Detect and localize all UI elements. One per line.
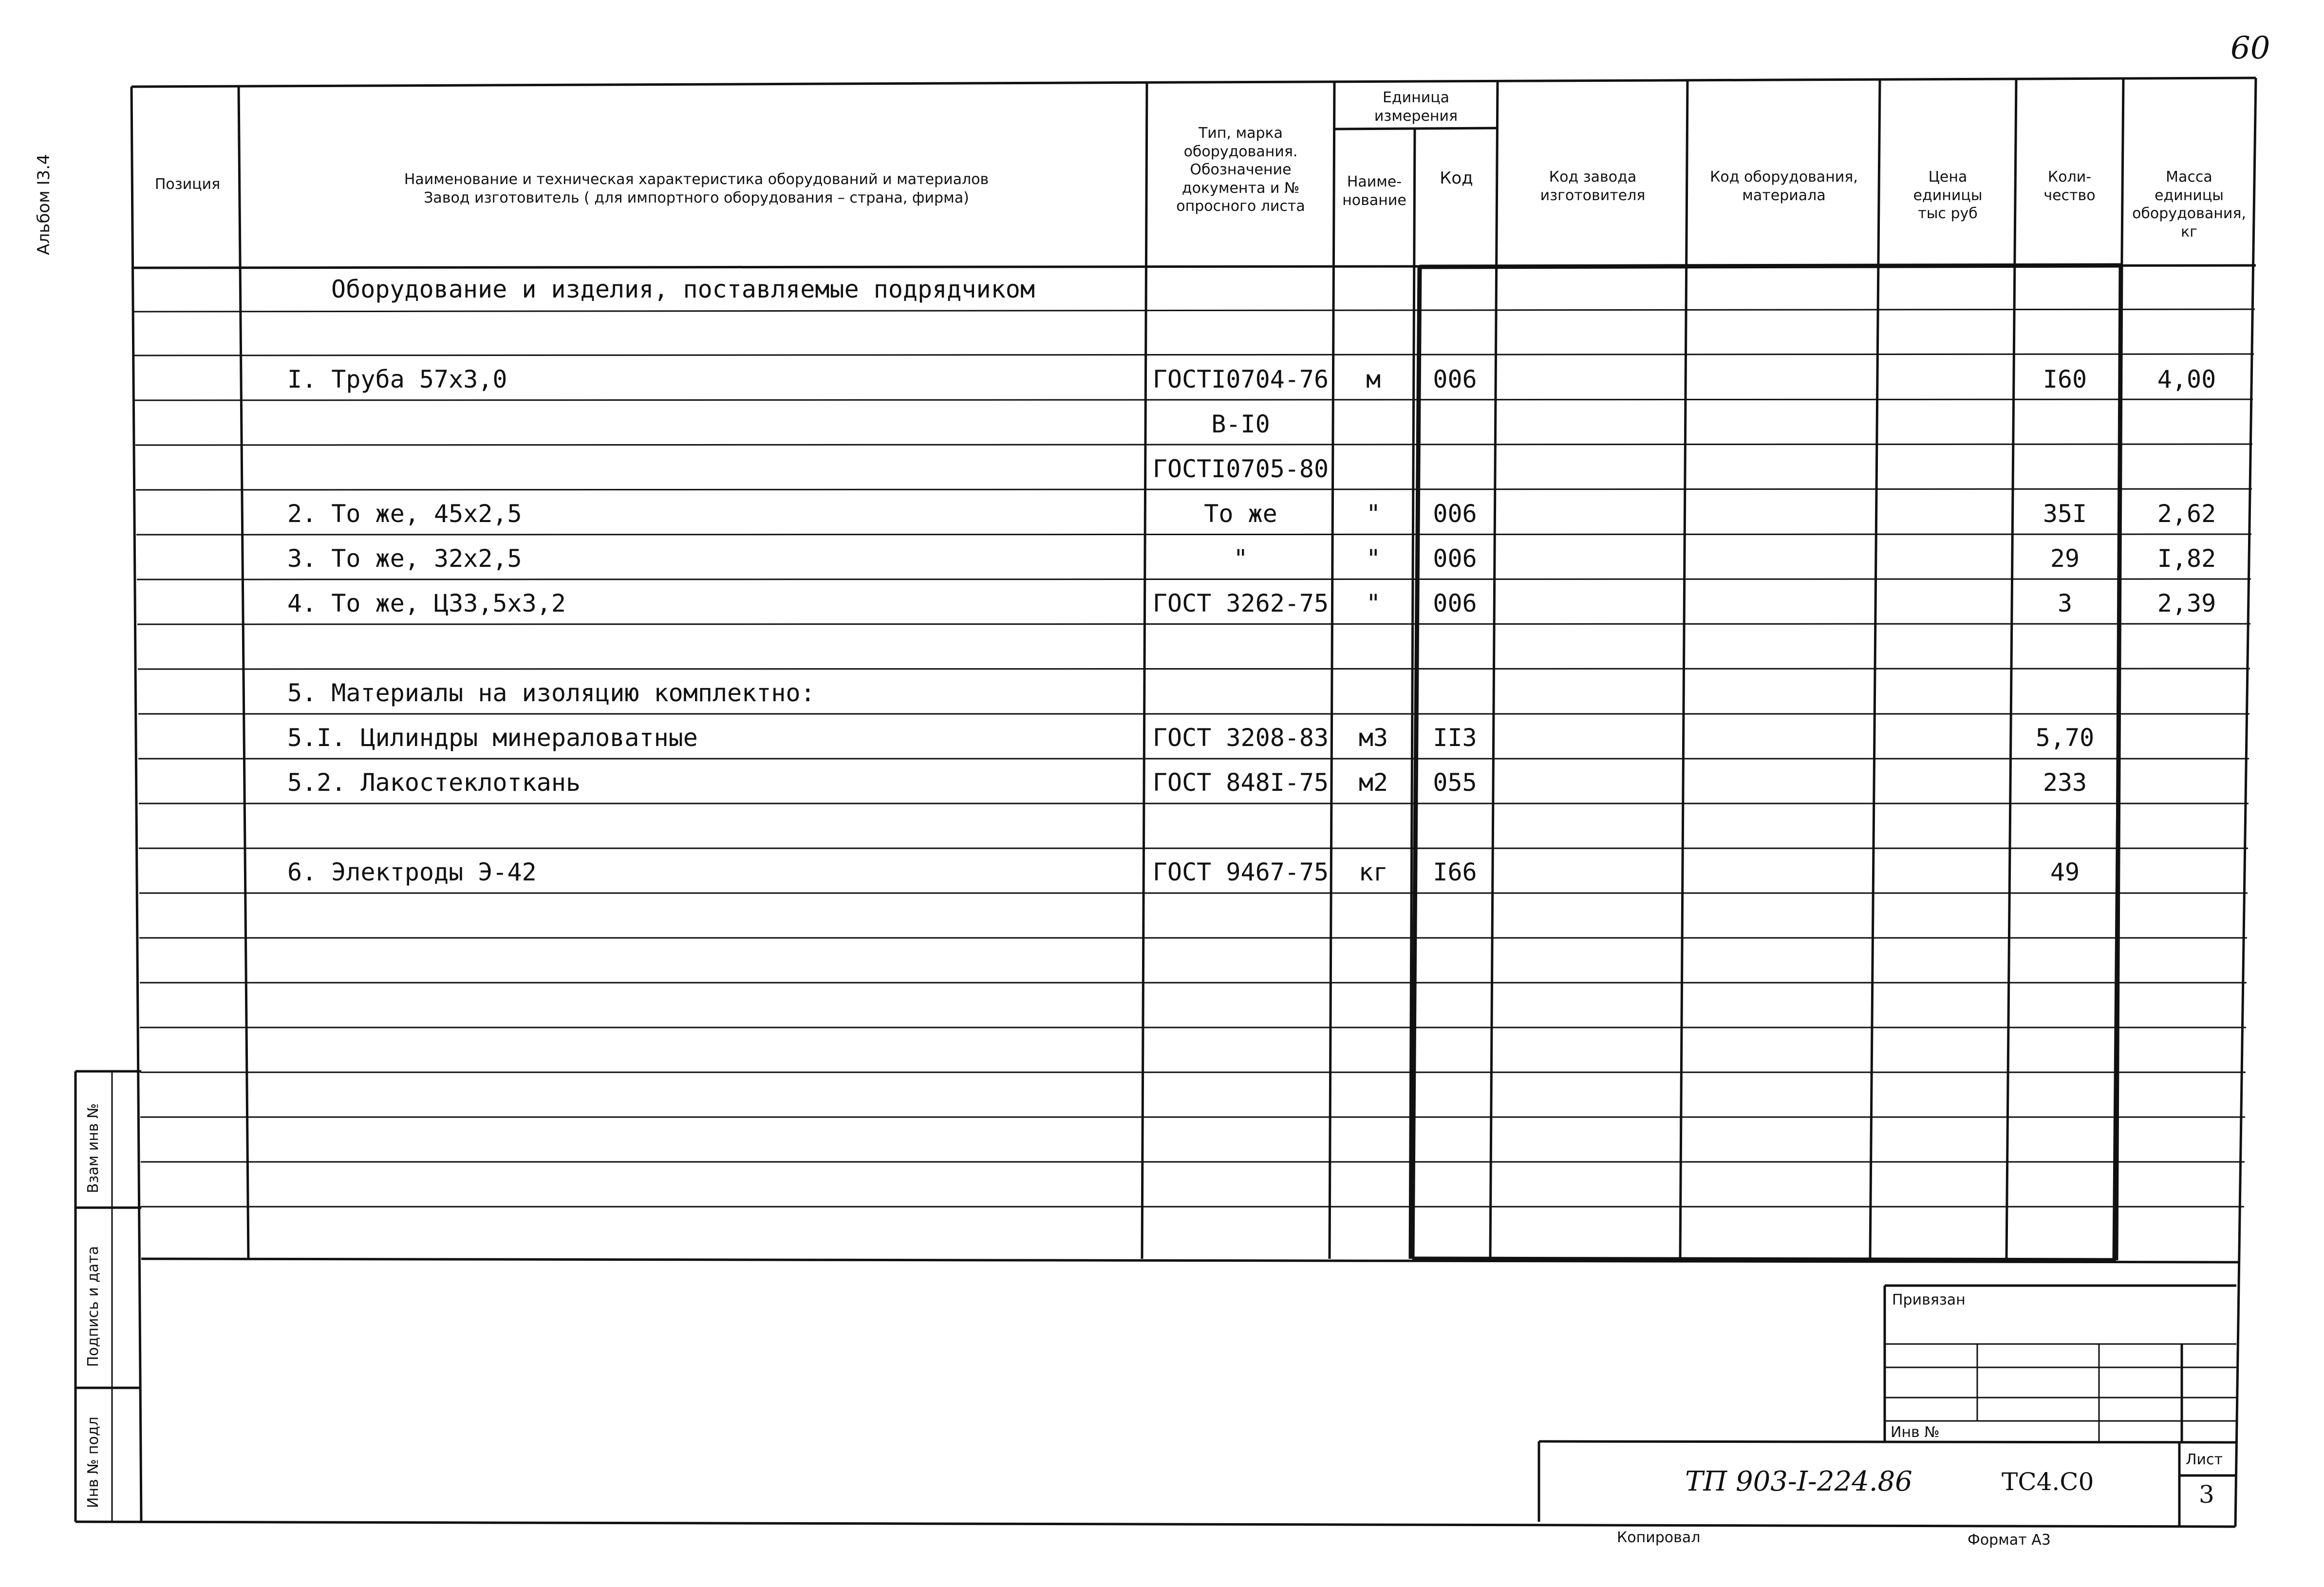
table-cell-code: 006 [1433,500,1477,528]
table-cell-type: В-I0 [1211,410,1270,438]
table-cell-mass: 4,00 [2157,365,2216,393]
header-type-line: Обозначение [1190,161,1292,178]
table-cell-type: ГОСТI0704-76 [1152,365,1329,393]
header-type-line: оборудования. [1183,143,1298,160]
table-cell-type: ГОСТI0705-80 [1152,455,1329,483]
table-cell-qty: 35I [2043,500,2087,528]
table-cell-type: То же [1204,500,1277,528]
table-cell-unit: м2 [1358,768,1388,797]
table-cell-code: 006 [1433,544,1477,573]
table-cell-name: 5.2. Лакостеклоткань [287,768,581,797]
table-cell-name: I. Труба 57х3,0 [287,365,507,393]
header-unit-code: Код [1440,168,1473,188]
table-cell-mass: I,82 [2157,544,2216,573]
album-label: Альбом I3.4 [34,154,54,255]
table-cell-code: 055 [1433,768,1477,797]
header-unit-group-line: Единица [1382,89,1450,106]
stamp-sheet-label: Лист [2186,1451,2223,1468]
header-unit-name [1335,173,1413,209]
header-type-line: опросного листа [1176,198,1305,215]
table-cell-unit: м [1366,365,1381,393]
table-cell-unit: кг [1358,858,1388,886]
side-stamp-inv-original: Инв № подл [85,1417,102,1508]
header-mass-line: Масса [2166,168,2212,186]
table-cell-qty: 49 [2050,858,2080,886]
header-name-line2: Завод изготовитель ( для импортного оборудования – страна, фирма) [424,189,969,206]
side-stamp-signature-date: Подпись и дата [85,1246,102,1367]
header-name-line1: Наименование и техническая характеристика оборудований и материалов [404,171,989,188]
table-cell-name: 5. Материалы на изоляцию комплектно: [287,679,815,707]
table-cell-code: I66 [1433,858,1477,886]
header-quantity-line: Коли- [2047,168,2092,186]
header-factory-code-line: Код завода [1549,168,1637,186]
table-cell-mass: 2,39 [2157,589,2216,617]
table-cell-qty: 3 [2057,589,2073,617]
stamp-attached-label: Привязан [1892,1291,1966,1308]
header-unit-group-line: измерения [1374,107,1458,125]
header-position: Позиция [154,176,221,193]
table-cell-name: 4. То же, Ц33,5х3,2 [287,589,566,617]
table-cell-code: 006 [1433,365,1477,393]
stamp-sheet-number: 3 [2199,1480,2214,1509]
table-cell-unit: " [1366,500,1381,528]
table-cell-name: 5.I. Цилиндры минераловатные [287,724,698,752]
header-mass-line: оборудования, [2132,205,2246,222]
header-mass [2123,168,2255,241]
table-cell-type: " [1233,544,1248,573]
header-price-line: тыс руб [1918,205,1978,222]
table-cell-qty: I60 [2043,365,2087,393]
header-equipment-code-line: Код оборудования, [1710,168,1858,186]
footer-format: Формат А3 [1968,1531,2051,1549]
header-quantity-line: чество [2043,187,2096,204]
header-name [253,170,1140,207]
stamp-doc-code: ТП 903-I-224.86 [1685,1466,1912,1497]
header-type-line: Тип, марка [1198,125,1283,142]
header-price [1881,168,2015,223]
table-cell-name: 2. То же, 45х2,5 [287,500,522,528]
header-unit-name-line: Наиме- [1347,173,1402,190]
table-cell-unit: " [1366,544,1381,573]
section-title: Оборудование и изделия, поставляемые подрядчиком [331,275,1035,303]
header-type [1149,124,1332,216]
table-cell-unit: м3 [1358,724,1388,752]
header-quantity [2017,168,2122,205]
header-unit-group [1337,89,1495,125]
table-cell-type: ГОСТ 3262-75 [1152,589,1329,617]
table-cell-qty: 29 [2050,544,2080,573]
side-stamp-replace-inv: Взам инв № [85,1103,102,1194]
table-cell-name: 3. То же, 32х2,5 [287,544,522,573]
table-cell-code: 006 [1433,589,1477,617]
table-cell-type: ГОСТ 3208-83 [1152,724,1329,752]
table-cell-code: II3 [1433,724,1477,752]
table-cell-qty: 5,70 [2035,724,2095,752]
header-mass-line: единицы [2155,187,2224,204]
page-number: 60 [2230,30,2270,66]
header-unit-name-line: нование [1342,191,1406,209]
header-price-line: единицы [1913,187,1983,204]
header-factory-code [1499,168,1687,205]
table-cell-unit: " [1366,589,1381,617]
table-cell-type: ГОСТ 9467-75 [1152,858,1329,886]
footer-copied: Копировал [1617,1529,1701,1546]
header-type-line: документа и № [1181,179,1300,197]
table-cell-mass: 2,62 [2157,500,2216,528]
header-equipment-code-line: материала [1742,187,1826,204]
table-cell-name: 6. Электроды Э-42 [287,858,537,886]
table-cell-qty: 233 [2043,768,2087,797]
stamp-sheet-code: ТС4.С0 [2002,1468,2094,1496]
header-factory-code-line: изготовителя [1540,187,1646,204]
header-equipment-code [1689,168,1879,205]
stamp-inv-label: Инв № [1891,1424,1940,1441]
header-price-line: Цена [1928,168,1968,186]
header-mass-line: кг [2181,223,2197,241]
table-cell-type: ГОСТ 848I-75 [1152,768,1329,797]
